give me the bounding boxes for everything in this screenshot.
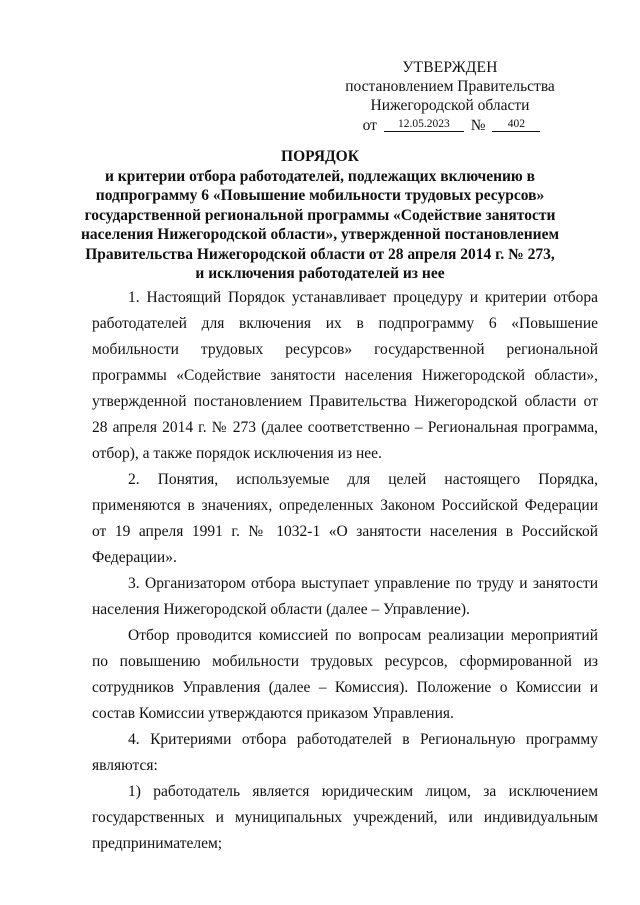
document-body [92,285,598,857]
title-line: Правительства Нижегородской области от 28 апреля 2014 г. № 273, [85,245,555,263]
title-line: и критерии отбора работодателей, подлежащих включению в [104,167,536,185]
title-line: государственной региональной программы «Содействие занятости [84,206,556,224]
approval-title: УТВЕРЖДЕН [402,59,498,76]
paragraph-3: 3. Организатором отбора выступает управление по труду и занятости населения Нижегородской области (далее – Управление). [92,575,598,618]
approval-from-label: от [362,117,377,134]
paragraph-1: 1. Настоящий Порядок устанавливает процедуру и критерии отбора работодателей для включения их в подпрограмму 6 «Повышение мобильности трудовых ресурсов» государственной региональной программы «Содействие занятости населения Нижегородской области», утвержденной постановлением Правительства Нижегородской области от 28 апреля 2014 г. № 273 (далее соответственно – Региональная программа, отбор), а также порядок исключения из нее. [92,289,598,462]
title-line: подпрограмму 6 «Повышение мобильности трудовых ресурсов» [95,187,545,204]
paragraph-4: 4. Критериями отбора работодателей в Региональную программу являются: [92,731,598,774]
approval-number: 402 [492,118,540,132]
approval-stamp [330,58,570,135]
paragraph-4-item-1: 1) работодатель является юридическим лицом, за исключением государственных и муниципальных учреждений, или индивидуальным предпринимателем; [92,783,598,852]
approval-number-label: № [470,117,486,134]
title-line: населения Нижегородской области», утвержденной постановлением [80,226,560,243]
approval-date-row [330,116,570,135]
paragraph-2: 2. Понятия, используемые для целей настоящего Порядка, применяются в значениях, определенных Законом Российской Федерации от 19 апреля 1991 г. № 1032-1 «О занятости населения в Российской Федерации». [92,471,598,566]
title-line: и исключения работодателей из нее [195,265,445,282]
paragraph-3-commission: Отбор проводится комиссией по вопросам реализации мероприятий по повышению мобильности трудовых ресурсов, сформированной из сотрудников Управления (далее – Комиссия). Положение о Комиссии и состав Комиссии утверждаются приказом Управления. [92,627,598,722]
approval-line-1: постановлением Правительства [345,78,555,95]
title-main: ПОРЯДОК [281,148,359,165]
approval-line-2: Нижегородской области [370,97,530,114]
document-title [60,147,580,284]
approval-date: 12.05.2023 [384,118,464,132]
